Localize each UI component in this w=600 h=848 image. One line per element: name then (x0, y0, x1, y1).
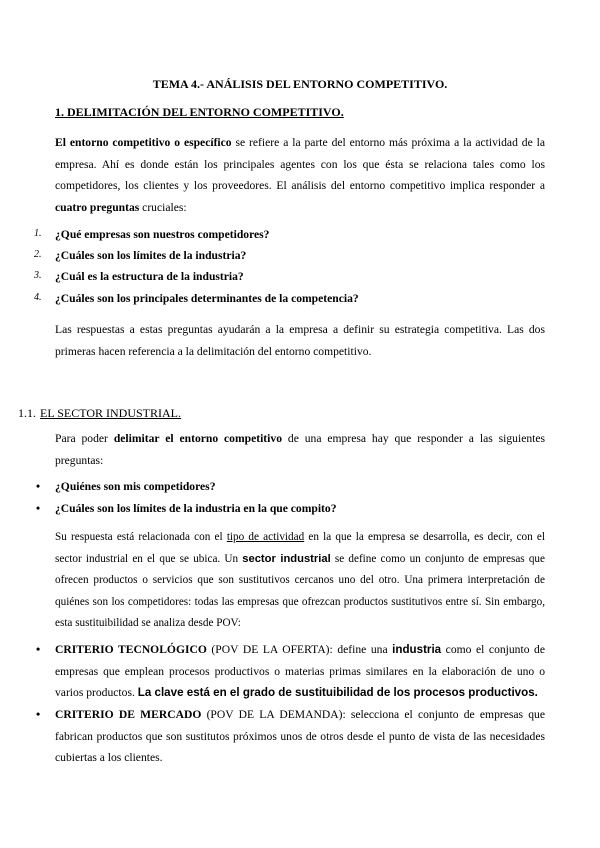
section-number: 1.1. (18, 406, 36, 420)
answer-paragraph: Las respuestas a estas preguntas ayudarán a la empresa a definir su estrategia competitiva. Las dos primeras hacen referencia a la delimitación del entorno competitivo. (55, 323, 545, 358)
industry-bold-term: industria (392, 643, 442, 656)
sector-pre: Su respuesta está relacionada con el (55, 531, 227, 543)
document-title: TEMA 4.- ANÁLISIS DEL ENTORNO COMPETITIVO. (152, 77, 448, 91)
sector-mid: en la que la empresa se desarrolla, es decir, con el sector industrial en el que se ubica. Un (55, 531, 545, 565)
bullet-text: ¿Cuáles son los límites de la industria en la que compito? (55, 502, 337, 515)
question-text: ¿Cuáles son los límites de la industria? (55, 249, 247, 262)
bullet-text: ¿Quiénes son mis competidores? (55, 480, 216, 493)
intro-pre: Para poder (55, 432, 114, 445)
question-number: 3. (34, 270, 42, 281)
question-number: 2. (34, 249, 42, 260)
intro-bold-term: El entorno competitivo o específico (55, 136, 232, 149)
intro-text-end: cruciales: (139, 200, 187, 214)
bullet-icon: • (36, 642, 41, 656)
criterion-key-point: La clave está en el grado de sustituibilidad de los procesos productivos. (137, 686, 538, 699)
bullet-icon: • (36, 502, 41, 515)
bullet-icon: • (36, 707, 41, 721)
criterion-label: CRITERIO TECNOLÓGICO (55, 643, 207, 656)
criterion-technological (55, 639, 545, 704)
question-text: ¿Cuáles son los principales determinantes de la competencia? (55, 292, 359, 305)
criterion-market (55, 704, 545, 769)
section-1-1-heading (18, 406, 181, 421)
activity-type-underlined: tipo de actividad (226, 531, 305, 543)
section-1-heading: 1. DELIMITACIÓN DEL ENTORNO COMPETITIVO. (55, 105, 344, 119)
criterion-paren: (POV DE LA OFERTA): define una (206, 643, 393, 656)
intro-post: de una empresa hay que responder a las siguientes preguntas: (55, 432, 546, 467)
criterion-text: (POV DE LA DEMANDA): selecciona el conjunto de empresas que fabrican productos que son sustitutos próximos unos de otros desde el punto de vista de las necesidades cubiertas a los clientes. (55, 708, 545, 764)
criterion-label: CRITERIO DE MERCADO (55, 708, 202, 721)
section-1-1-intro (55, 428, 545, 471)
section-1-intro (55, 132, 545, 218)
bullet-icon: • (36, 480, 41, 493)
sector-bold-term: sector industrial (242, 552, 331, 565)
intro-bold-questions: cuatro preguntas (55, 200, 140, 214)
section-title: EL SECTOR INDUSTRIAL. (40, 406, 181, 420)
sector-paragraph (55, 527, 545, 635)
question-number: 1. (34, 228, 42, 239)
question-number: 4. (34, 292, 42, 303)
question-text: ¿Qué empresas son nuestros competidores? (55, 228, 270, 241)
intro-bold: delimitar el entorno competitivo (113, 432, 282, 445)
sector-post: se define como un conjunto de empresas que ofrecen productos o servicios que son sustitutivos cercanos uno del otro. Una primera interpretación de quiénes son los competidores: todas las empresas que ofrezcan productos sustitutivos entre sí. Sin embargo, esta sustituibilidad se analiza desde POV: (55, 552, 545, 629)
question-text: ¿Cuál es la estructura de la industria? (55, 270, 244, 283)
criterion-text: como el conjunto de empresas que emplean procesos productivos o materias primas similares en la elaboración de uno o varios productos. (55, 643, 545, 699)
intro-text: se refiere a la parte del entorno más próxima a la actividad de la empresa. Ahí es donde están los principales agentes con los que ésta se relaciona tales como los competidores, los clientes y los proveedores. El análisis del entorno competitivo implica responder a (55, 136, 545, 192)
